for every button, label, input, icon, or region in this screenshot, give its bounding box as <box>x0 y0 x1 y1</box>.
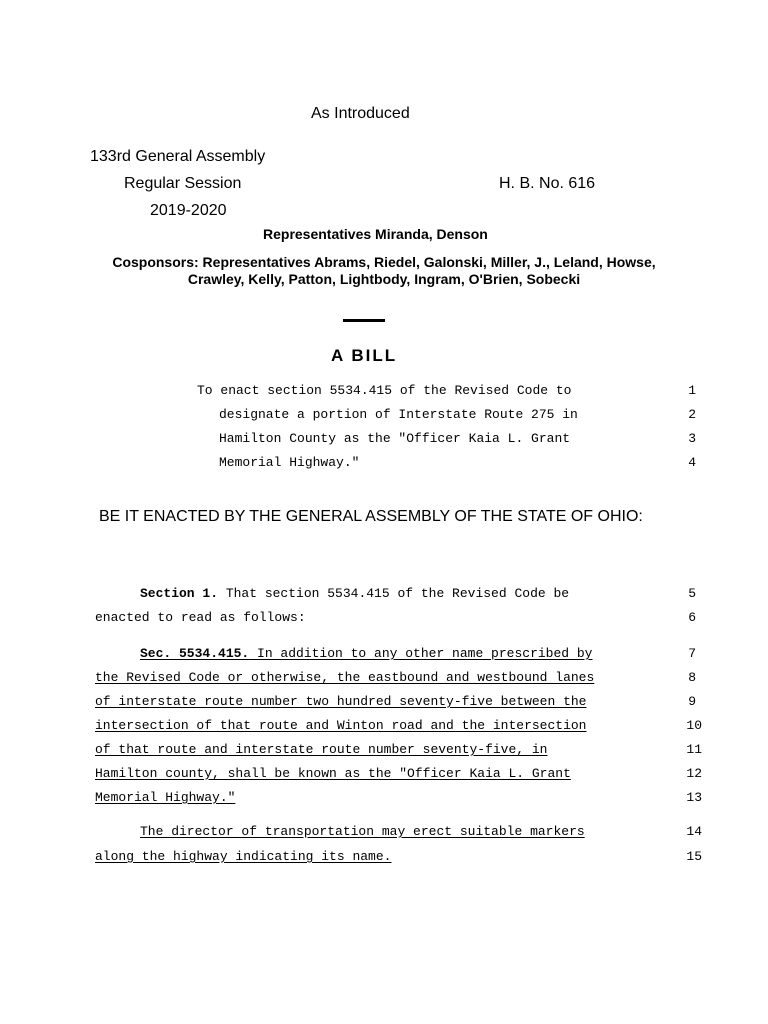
sec-line-5: of that route and interstate route number seventy-five, in <box>95 742 548 757</box>
section-1-line-1 <box>140 586 569 601</box>
enacting-clause: BE IT ENACTED BY THE GENERAL ASSEMBLY OF THE STATE OF OHIO: <box>99 508 643 525</box>
line-number-12: 12 <box>686 766 702 781</box>
line-number-1: 1 <box>688 383 696 398</box>
line-number-2: 2 <box>688 407 696 422</box>
session: Regular Session <box>124 175 242 192</box>
cosponsors-line-1: Cosponsors: Representatives Abrams, Riedel, Galonski, Miller, J., Leland, Howse, <box>112 254 656 270</box>
director-line-2: along the highway indicating its name. <box>95 849 392 864</box>
title-rule <box>343 319 385 322</box>
sec-line-1 <box>140 646 592 661</box>
sec-line-1-text: In addition to any other name prescribed by <box>249 646 593 661</box>
line-number-10: 10 <box>686 718 702 733</box>
session-years: 2019-2020 <box>150 202 227 219</box>
bill-title: A BILL <box>331 346 398 365</box>
director-line-1: The director of transportation may erect suitable markers <box>140 824 585 839</box>
title-line-1: To enact section 5534.415 of the Revised Code to <box>197 383 572 398</box>
line-number-13: 13 <box>686 790 702 805</box>
general-assembly: 133rd General Assembly <box>90 148 266 165</box>
bill-number: H. B. No. 616 <box>499 175 596 192</box>
line-number-9: 9 <box>688 694 696 709</box>
line-number-15: 15 <box>686 849 702 864</box>
title-line-4: Memorial Highway." <box>219 455 360 470</box>
line-number-7: 7 <box>688 646 696 661</box>
section-1-label: Section 1. <box>140 586 219 601</box>
line-number-8: 8 <box>688 670 696 685</box>
sec-line-6: Hamilton county, shall be known as the "Officer Kaia L. Grant <box>95 766 571 781</box>
sec-line-4: intersection of that route and Winton road and the intersection <box>95 718 587 733</box>
bill-status: As Introduced <box>311 105 410 122</box>
line-number-11: 11 <box>686 742 702 757</box>
section-1-text: That section 5534.415 of the Revised Code be <box>218 586 570 601</box>
cosponsors-line-2: Crawley, Kelly, Patton, Lightbody, Ingram, O'Brien, Sobecki <box>187 271 581 287</box>
line-number-5: 5 <box>688 586 696 601</box>
line-number-4: 4 <box>688 455 696 470</box>
sponsors: Representatives Miranda, Denson <box>263 226 488 242</box>
sec-line-2: the Revised Code or otherwise, the eastbound and westbound lanes <box>95 670 595 685</box>
section-1-line-2: enacted to read as follows: <box>95 610 306 625</box>
sec-label: Sec. 5534.415. <box>140 646 250 661</box>
line-number-14: 14 <box>686 824 702 839</box>
sec-line-7: Memorial Highway." <box>95 790 236 805</box>
title-line-3: Hamilton County as the "Officer Kaia L. Grant <box>219 431 571 446</box>
title-line-2: designate a portion of Interstate Route 275 in <box>219 407 578 422</box>
line-number-3: 3 <box>688 431 696 446</box>
line-number-6: 6 <box>688 610 696 625</box>
sec-line-3: of interstate route number two hundred seventy-five between the <box>95 694 587 709</box>
